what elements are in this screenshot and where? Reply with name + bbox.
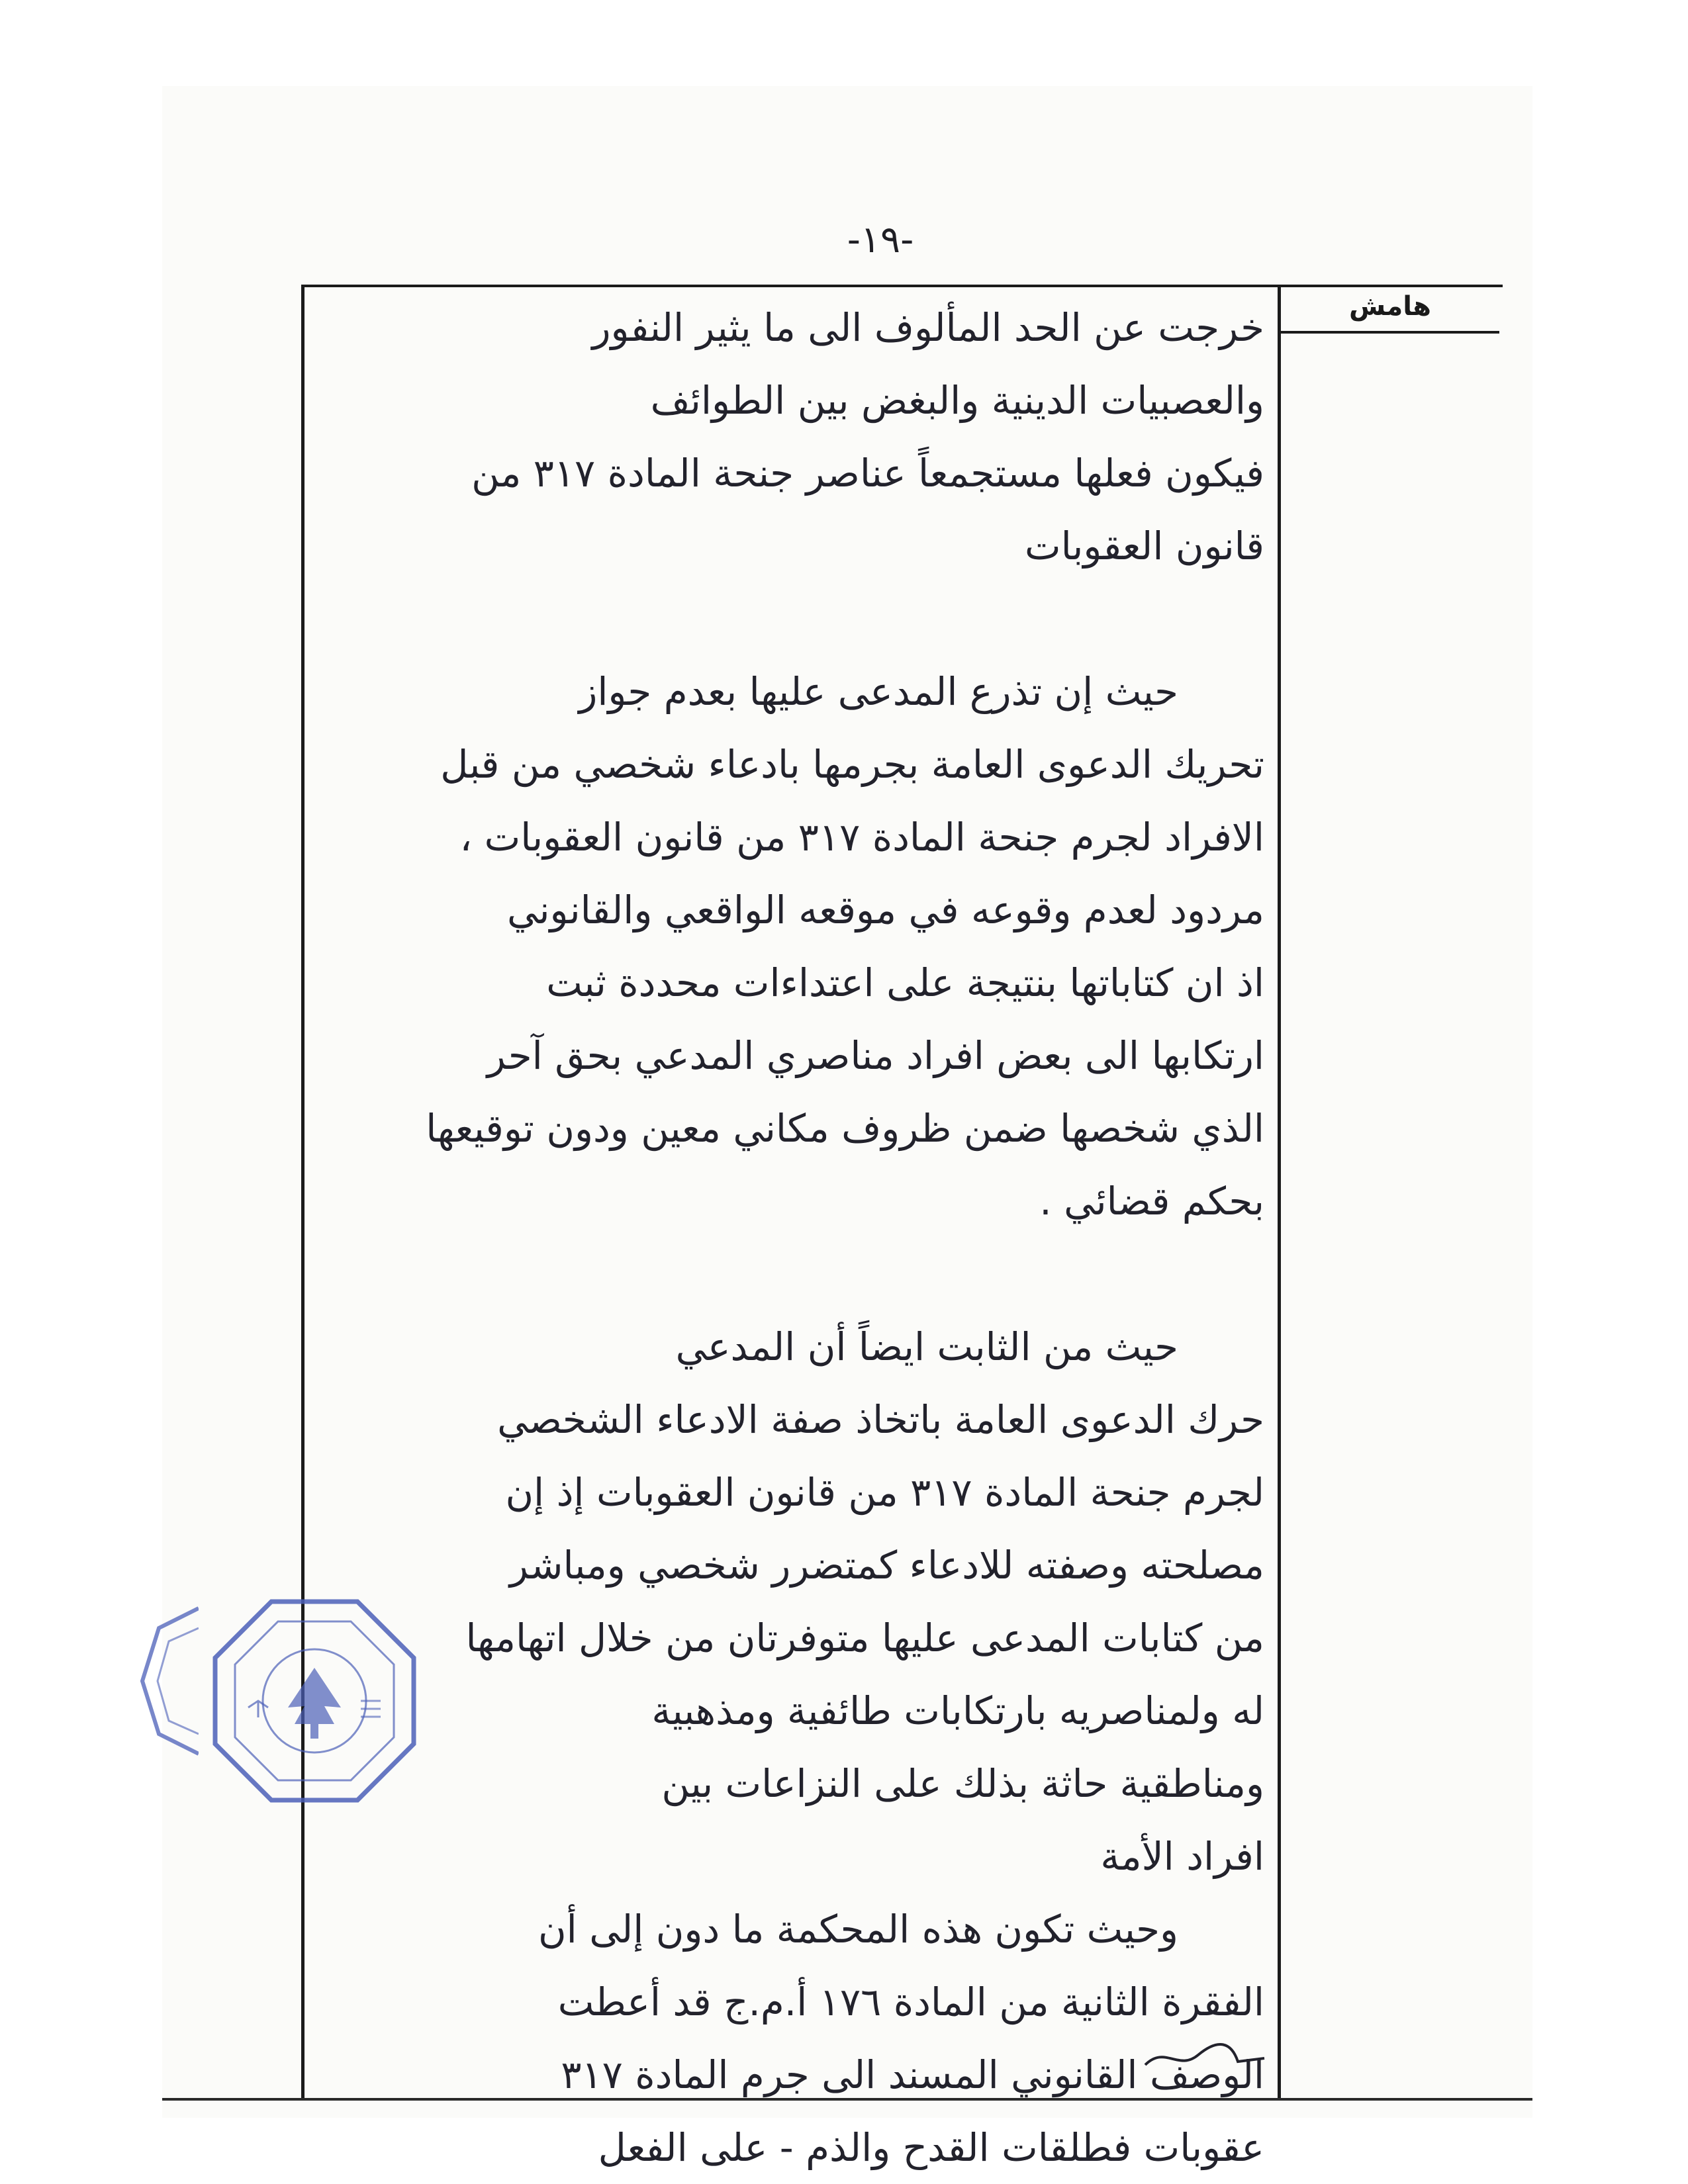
bottom-rule — [162, 2098, 1532, 2101]
text-line: افراد الأمة — [1100, 1834, 1264, 1879]
text-line: قانون العقوبات — [1024, 523, 1264, 569]
text-line: حيث إن تذرع المدعى عليها بعدم جواز — [579, 669, 1178, 714]
court-stamp-graphic — [209, 1595, 420, 1807]
margin-header-rule — [1281, 331, 1499, 334]
margin-column-header: هامش — [1348, 291, 1432, 322]
text-line: حيث من الثابت ايضاً أن المدعي — [675, 1324, 1178, 1369]
paragraph-gap — [318, 1238, 1264, 1310]
page-number: -١٩- — [847, 218, 914, 261]
text-line: فيكون فعلها مستجمعاً عناصر جنحة المادة ٣١٧ من — [471, 451, 1264, 496]
text-line: الذي شخصها ضمن ظروف مكاني معين ودون توقيعها — [426, 1106, 1264, 1151]
text-line: ومناطقية حاثة بذلك على النزاعات بين — [661, 1761, 1264, 1806]
text-line: وحيث تكون هذه المحكمة ما دون إلى أن — [538, 1907, 1178, 1952]
text-line: والعصبيات الدينية والبغض بين الطوائف — [650, 378, 1264, 423]
margin-divider — [1278, 285, 1281, 2098]
text-line: له ولمناصريه بارتكابات طائفية ومذهبية — [651, 1688, 1264, 1733]
text-line: عقوبات فطلقات القدح والذم - على الفعل — [598, 2125, 1264, 2170]
text-line: الافراد لجرم جنحة المادة ٣١٧ من قانون العقوبات ، — [459, 815, 1264, 860]
text-line: الفقرة الثانية من المادة ١٧٦ أ.م.ج قد أعطت — [557, 1979, 1264, 2025]
text-line: ارتكابها الى بعض افراد مناصري المدعي بحق آحر — [487, 1033, 1264, 1078]
text-line: بحكم قضائي . — [1039, 1179, 1264, 1224]
text-line: مردود لعدم وقوعه في موقعه الواقعي والقانوني — [507, 887, 1264, 933]
handwritten-body — [318, 291, 1264, 2170]
paragraph-gap — [318, 582, 1264, 655]
text-line: تحريك الدعوى العامة بجرمها بادعاء شخصي من قبل — [440, 742, 1264, 787]
text-line: من كتابات المدعى عليها متوفرتان من خلال اتهامها — [465, 1615, 1264, 1661]
text-line: الوصف القانوني المسند الى جرم المادة ٣١٧ — [561, 2052, 1264, 2097]
text-line: مصلحته وصفته للادعاء كمتضرر شخصي ومباشر — [509, 1543, 1264, 1588]
partial-stamp-graphic — [132, 1602, 199, 1760]
text-line: خرجت عن الحد المألوف الى ما يثير النفور — [592, 305, 1264, 350]
text-line: اذ ان كتاباتها بنتيجة على اعتداءات محددة ثبت — [546, 960, 1264, 1005]
signature-graphic — [1139, 2032, 1271, 2078]
text-line: لجرم جنحة المادة ٣١٧ من قانون العقوبات إذ إن — [505, 1470, 1264, 1515]
text-line: حرك الدعوى العامة باتخاذ صفة الادعاء الشخصي — [497, 1397, 1264, 1442]
